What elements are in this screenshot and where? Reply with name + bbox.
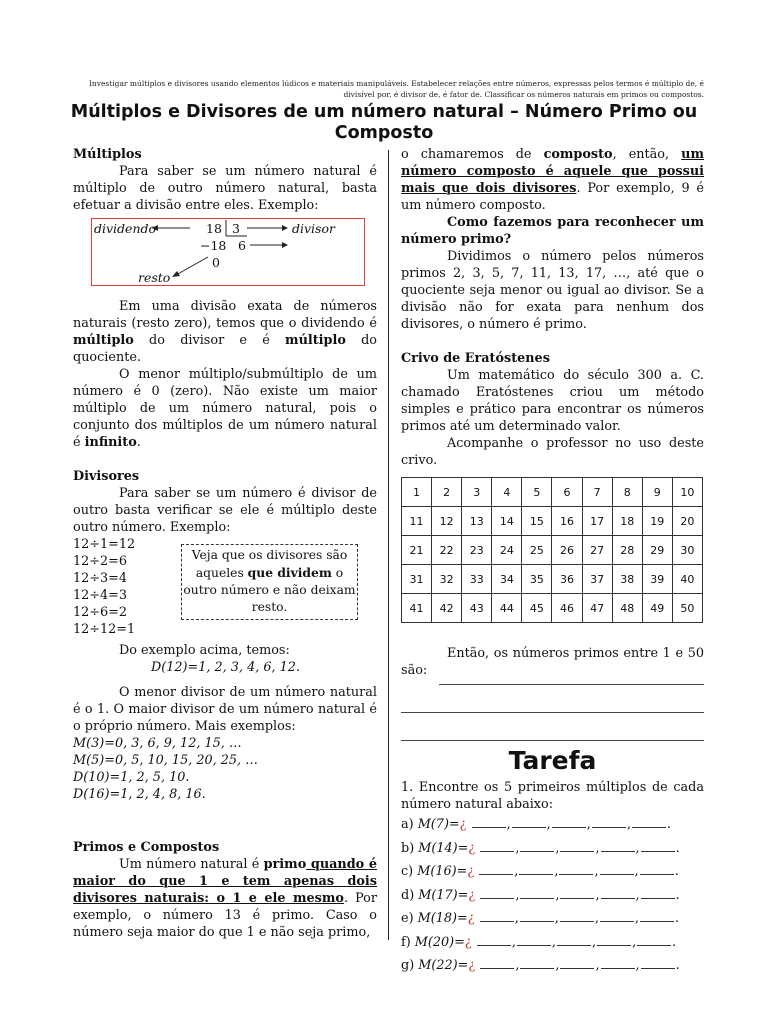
composto-text-a: o chamaremos de [401, 147, 544, 162]
blank-separator: , [634, 911, 639, 926]
multiplos-paragraph-3 [73, 366, 377, 451]
sieve-cell[interactable]: 40 [672, 565, 702, 594]
p2-bold-multiplo-2: múltiplo [285, 333, 346, 348]
task-label: d) [401, 887, 419, 903]
sieve-cell[interactable]: 30 [672, 536, 702, 565]
more-example-line: D(16)=1, 2, 4, 8, 16. [73, 787, 206, 802]
answer-blank[interactable] [641, 958, 675, 969]
divisores-paragraph-2: Do exemplo acima, temos: [119, 643, 290, 658]
inverted-question-mark: ¿ [459, 817, 471, 832]
sieve-row [402, 594, 703, 623]
example-line: 12÷2=6 [73, 554, 128, 569]
sieve-cell[interactable]: 11 [402, 507, 432, 536]
composto-bold: composto [543, 147, 613, 162]
right-column [401, 146, 704, 978]
entao-paragraph: Então, os números primos entre 1 e 50 são: [401, 646, 704, 678]
sieve-cell[interactable]: 12 [432, 507, 462, 536]
left-column [73, 146, 377, 941]
answer-blank[interactable] [472, 817, 506, 828]
blank-separator: , [594, 911, 599, 926]
subtract-value: −18 [200, 238, 227, 253]
sieve-cell[interactable]: 29 [642, 536, 672, 565]
sieve-cell[interactable]: 21 [402, 536, 432, 565]
sieve-cell[interactable]: 9 [642, 478, 672, 507]
blank-separator: , [592, 934, 597, 950]
sieve-cell[interactable]: 22 [432, 536, 462, 565]
sieve-cell[interactable]: 19 [642, 507, 672, 536]
answer-line-2[interactable] [401, 695, 704, 713]
blank-separator: , [586, 817, 591, 832]
blank-separator: , [511, 934, 516, 950]
blank-separator: , [634, 864, 639, 879]
divisores-paragraph-1: Para saber se um número é divisor de outro basta verificar se ele é múltiplo deste outro número. Exemplo: [73, 486, 377, 535]
blank-separator: , [514, 864, 519, 879]
sieve-cell[interactable]: 18 [612, 507, 642, 536]
sieve-cell[interactable]: 6 [552, 478, 582, 507]
divisor-note-box [181, 544, 358, 620]
blank-separator: , [595, 887, 600, 903]
sieve-cell[interactable]: 5 [522, 478, 552, 507]
sieve-cell[interactable]: 36 [552, 565, 582, 594]
task-label: a) [401, 817, 418, 832]
divisor-label: divisor [292, 221, 335, 236]
blank-separator: , [635, 887, 640, 903]
answer-blank[interactable] [601, 841, 635, 852]
sieve-cell[interactable]: 24 [492, 536, 522, 565]
sieve-cell[interactable]: 15 [522, 507, 552, 536]
sieve-row [402, 536, 703, 565]
p3-bold-infinito: infinito [84, 435, 137, 450]
example-line: 12÷1=12 [73, 537, 136, 552]
sieve-cell[interactable]: 2 [432, 478, 462, 507]
answer-blank[interactable] [632, 817, 666, 828]
blank-separator: , [554, 911, 559, 926]
task-expression: M(17)= [418, 887, 469, 903]
task-label: b) [401, 840, 419, 856]
sieve-cell[interactable]: 46 [552, 594, 582, 623]
blank-separator: , [555, 840, 560, 856]
answer-blank[interactable] [600, 864, 634, 875]
answer-blank[interactable] [552, 817, 586, 828]
task-label: f) [401, 934, 415, 950]
sieve-table [401, 477, 703, 623]
answer-blank[interactable] [641, 841, 675, 852]
divisor-value: 3 [232, 221, 240, 236]
answer-blank[interactable] [480, 911, 514, 922]
task-item [401, 860, 704, 884]
task-label: g) [401, 958, 419, 973]
sieve-cell[interactable]: 3 [462, 478, 492, 507]
more-example-line: M(5)=0, 5, 10, 15, 20, 25, … [73, 753, 258, 768]
sieve-cell[interactable]: 49 [642, 594, 672, 623]
sieve-cell[interactable]: 1 [402, 478, 432, 507]
inverted-question-mark: ¿ [468, 887, 480, 903]
sieve-cell[interactable]: 43 [462, 594, 492, 623]
primos-bold: primo [263, 857, 307, 872]
sieve-cell[interactable]: 48 [612, 594, 642, 623]
blank-separator: . [666, 817, 671, 832]
sieve-cell[interactable]: 42 [432, 594, 462, 623]
blank-separator: , [551, 934, 556, 950]
divisor-examples [73, 536, 377, 638]
sieve-cell[interactable]: 32 [432, 565, 462, 594]
note-bold: que dividem [247, 565, 332, 580]
sieve-row [402, 507, 703, 536]
inverted-question-mark: ¿ [467, 864, 479, 879]
divisores-paragraph-3: O menor divisor de um número natural é o 1. O maior divisor de um número natural é o próprio número. Mais exemplos: [73, 685, 377, 734]
answer-blank[interactable] [601, 958, 635, 969]
multiplos-heading: Múltiplos [73, 147, 142, 162]
p3-text-c: . [136, 435, 141, 450]
sieve-cell[interactable]: 28 [612, 536, 642, 565]
task-item [401, 837, 704, 861]
sieve-cell[interactable]: 27 [582, 536, 612, 565]
sieve-cell[interactable]: 25 [522, 536, 552, 565]
answer-blank[interactable] [560, 888, 594, 899]
answer-blank[interactable] [597, 935, 631, 946]
p2-text-a: Em uma divisão exata de números naturais (resto zero), temos que o dividendo é [73, 299, 377, 331]
answer-blank[interactable] [517, 935, 551, 946]
como-question: Como fazemos para reconhecer um número primo? [401, 215, 704, 247]
inverted-question-mark: ¿ [467, 911, 479, 926]
crivo-paragraph-2: Acompanhe o professor no uso deste crivo. [401, 436, 704, 468]
dividendo-label: dividendo [94, 221, 157, 236]
answer-blank[interactable] [520, 888, 554, 899]
blank-separator: , [555, 887, 560, 903]
p2-text-e: do quociente. [73, 333, 377, 365]
blank-separator: . [674, 864, 679, 879]
task-expression: M(18)= [417, 911, 468, 926]
note-text-c: o outro número e não deixam resto. [183, 566, 356, 614]
example-line: 12÷4=3 [73, 588, 128, 603]
page-title: Múltiplos e Divisores de um número natural – Número Primo ou Composto [70, 102, 698, 143]
composto-text-e: . Por exemplo, 9 é um número composto. [401, 181, 705, 213]
sieve-cell[interactable]: 50 [672, 594, 702, 623]
tarefa-title: Tarefa [508, 746, 597, 775]
note-text-a: Veja que os divisores são aqueles [191, 548, 348, 580]
answer-blank[interactable] [637, 935, 671, 946]
task-item [401, 954, 704, 978]
primos-heading: Primos e Compostos [73, 840, 220, 855]
sieve-cell[interactable]: 38 [612, 565, 642, 594]
answer-blank[interactable] [479, 864, 513, 875]
answer-blank[interactable] [480, 958, 514, 969]
blank-separator: , [555, 958, 560, 973]
primos-text-d: . Por exemplo, o número 13 é primo. Caso o número seja maior do que 1 e não seja primo, [73, 891, 377, 940]
task-item [401, 931, 704, 955]
answer-blank[interactable] [519, 864, 553, 875]
blank-separator: . [675, 840, 680, 856]
sieve-row [402, 565, 703, 594]
answer-blank[interactable] [560, 911, 594, 922]
blank-separator: . [672, 934, 677, 950]
answer-blank[interactable] [592, 817, 626, 828]
inverted-question-mark: ¿ [468, 840, 480, 856]
task-expression: M(16)= [417, 864, 468, 879]
dividend-value: 18 [206, 221, 222, 236]
sieve-row [402, 478, 703, 507]
composto-paragraph [401, 146, 704, 214]
sieve-cell[interactable]: 8 [612, 478, 642, 507]
sieve-cell[interactable]: 4 [492, 478, 522, 507]
como-answer: Dividimos o número pelos números primos 2, 3, 5, 7, 11, 13, 17, …, até que o quociente seja menor ou igual ao divisor. Se a divisão não for exata para nenhum dos divisores, o número é primo. [401, 249, 704, 332]
answer-blank[interactable] [601, 888, 635, 899]
task-expression: M(22)= [418, 958, 469, 973]
blank-separator: , [594, 864, 599, 879]
task-list [401, 813, 704, 978]
blank-separator: , [546, 817, 551, 832]
d12-formula: D(12)=1, 2, 3, 4, 6, 12. [151, 660, 300, 675]
sieve-cell[interactable]: 20 [672, 507, 702, 536]
header-objectives-note: Investigar múltiplos e divisores usando elementos lúdicos e materiais manipuláveis. Estabelecer relações entre números, expressas pelos termos é múltiplo de, é divisível por, é divisor de, é fator de. Classificar os números naturais em primos ou compostos. [88, 79, 704, 99]
more-example-line: M(3)=0, 3, 6, 9, 12, 15, … [73, 736, 242, 751]
blank-separator: , [595, 840, 600, 856]
answer-blank[interactable] [480, 888, 514, 899]
answer-blank[interactable] [559, 864, 593, 875]
answer-blank[interactable] [600, 911, 634, 922]
blank-separator: , [515, 887, 520, 903]
sieve-cell[interactable]: 7 [582, 478, 612, 507]
answer-line-3[interactable] [401, 723, 704, 741]
p2-bold-multiplo-1: múltiplo [73, 333, 134, 348]
sieve-cell[interactable]: 31 [402, 565, 432, 594]
blank-separator: , [515, 958, 520, 973]
divisores-heading: Divisores [73, 469, 140, 484]
answer-blank[interactable] [560, 958, 594, 969]
sieve-cell[interactable]: 45 [522, 594, 552, 623]
sieve-cell[interactable]: 37 [582, 565, 612, 594]
answer-blank[interactable] [480, 841, 514, 852]
task-item [401, 884, 704, 908]
blank-separator: , [506, 817, 511, 832]
composto-definition: um número composto é aquele que possui mais que dois divisores [401, 147, 704, 196]
more-examples-list [73, 735, 377, 803]
sieve-cell[interactable]: 13 [462, 507, 492, 536]
blank-separator: , [635, 958, 640, 973]
blank-separator: . [675, 911, 680, 926]
sieve-cell[interactable]: 47 [582, 594, 612, 623]
p3-text-a: O menor múltiplo/submúltiplo de um número é 0 (zero). Não existe um maior múltiplo de um número natural, pois o conjunto dos múltiplos de um número natural é [73, 367, 377, 450]
sieve-cell[interactable]: 23 [462, 536, 492, 565]
sieve-cell[interactable]: 17 [582, 507, 612, 536]
task-expression: M(7)= [417, 817, 460, 832]
sieve-cell[interactable]: 39 [642, 565, 672, 594]
sieve-cell[interactable]: 26 [552, 536, 582, 565]
sieve-cell[interactable]: 35 [522, 565, 552, 594]
sieve-cell[interactable]: 33 [462, 565, 492, 594]
answer-blank[interactable] [512, 817, 546, 828]
answer-blank[interactable] [520, 911, 554, 922]
answer-blank[interactable] [557, 935, 591, 946]
sieve-cell[interactable]: 14 [492, 507, 522, 536]
answer-line-1[interactable] [439, 667, 704, 685]
answer-blank[interactable] [520, 958, 554, 969]
sieve-cell[interactable]: 16 [552, 507, 582, 536]
task-label: c) [401, 864, 418, 879]
crivo-paragraph-1: Um matemático do século 300 a. C. chamado Eratóstenes criou um método simples e prático para encontrar os números primos até um determinado valor. [401, 368, 704, 434]
primos-paragraph [73, 856, 377, 941]
blank-separator: , [595, 958, 600, 973]
blank-separator: , [635, 840, 640, 856]
example-line: 12÷6=2 [73, 605, 128, 620]
task-expression: M(14)= [418, 840, 469, 856]
primos-bold-underlined: quando é maior do que 1 e tem apenas dois divisores naturais: o 1 e ele mesmo [73, 857, 377, 906]
blank-separator: . [675, 887, 680, 903]
inverted-question-mark: ¿ [464, 934, 476, 950]
composto-text-c: , então, [612, 147, 682, 162]
example-line: 12÷3=4 [73, 571, 128, 586]
blank-separator: , [554, 864, 559, 879]
blank-separator: , [632, 934, 637, 950]
tarefa-question-1: 1. Encontre os 5 primeiros múltiplos de cada número natural abaixo: [401, 780, 704, 812]
crivo-heading: Crivo de Eratóstenes [401, 351, 550, 366]
example-line: 12÷12=1 [73, 622, 136, 637]
task-label: e) [401, 911, 418, 926]
blank-separator: . [675, 958, 680, 973]
p2-text-c: do divisor e é [133, 333, 286, 348]
sieve-cell[interactable]: 34 [492, 565, 522, 594]
answer-blank[interactable] [640, 864, 674, 875]
task-expression: M(20)= [414, 934, 465, 950]
sieve-cell[interactable]: 44 [492, 594, 522, 623]
answer-blank[interactable] [640, 911, 674, 922]
answer-blank[interactable] [560, 841, 594, 852]
primos-text-a: Um número natural é [119, 857, 264, 872]
more-example-line: D(10)=1, 2, 5, 10. [73, 770, 190, 785]
remainder-value: 0 [212, 255, 220, 270]
task-item [401, 813, 704, 837]
answer-blank[interactable] [477, 935, 511, 946]
blank-separator: , [515, 840, 520, 856]
division-example-box [91, 218, 365, 286]
inverted-question-mark: ¿ [468, 958, 480, 973]
blank-separator: , [626, 817, 631, 832]
answer-blank[interactable] [641, 888, 675, 899]
answer-blank[interactable] [520, 841, 554, 852]
resto-label: resto [138, 270, 171, 285]
task-item [401, 907, 704, 931]
quotient-value: 6 [238, 238, 246, 253]
column-divider [388, 150, 389, 940]
sieve-cell[interactable]: 10 [672, 478, 702, 507]
blank-separator: , [514, 911, 519, 926]
multiplos-paragraph-2 [73, 298, 377, 366]
multiplos-paragraph-1: Para saber se um número natural é múltiplo de outro número natural, basta efetuar a divisão entre eles. Exemplo: [73, 164, 377, 213]
sieve-cell[interactable]: 41 [402, 594, 432, 623]
